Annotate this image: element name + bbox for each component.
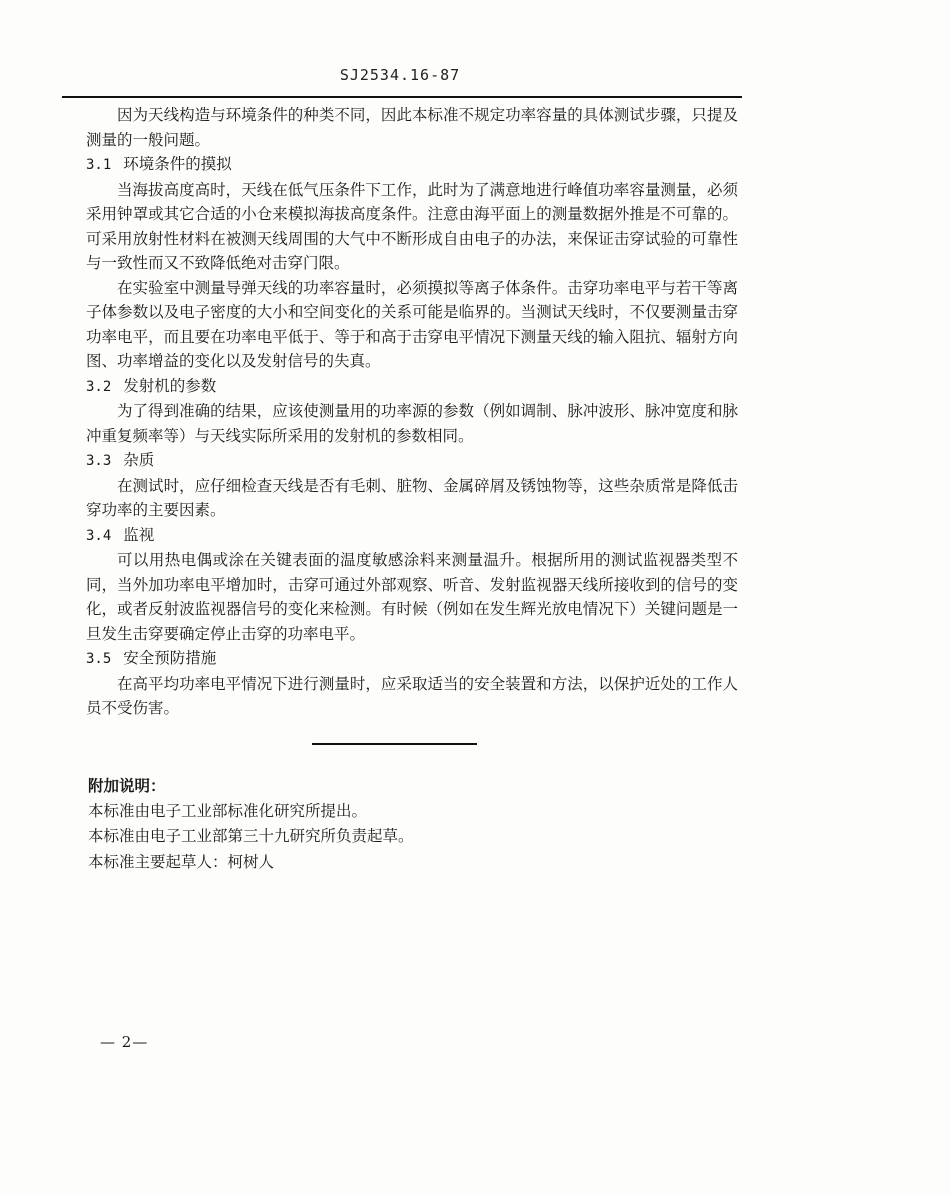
section-heading-3-1 <box>86 152 738 178</box>
section-heading-3-5 <box>86 646 738 672</box>
section-number: 3.3 <box>86 453 112 469</box>
section-3-4-paragraph: 可以用热电偶或涂在关键表面的温度敏感涂料来测量温升。根据所用的测试监视器类型不同，当外加功率电平增加时，击穿可通过外部观察、听音、发射监视器天线所接收到的信号的变化，或者反射波监视器信号的变化来检测。有时候（例如在发生辉光放电情况下）关键问题是一旦发生击穿要确定停止击穿的功率电平。 <box>86 551 738 643</box>
intro-paragraph: 因为天线构造与环境条件的种类不同，因此本标准不规定功率容量的具体测试步骤，只提及测量的一般问题。 <box>86 106 738 149</box>
section-heading-3-2 <box>86 374 738 400</box>
section-number: 3.2 <box>86 378 112 395</box>
section-3-2-paragraph: 为了得到准确的结果，应该使测量用的功率源的参数（例如调制、脉冲波形、脉冲宽度和脉冲重复频率等）与天线实际所采用的发射机的参数相同。 <box>86 402 738 445</box>
end-of-text-rule <box>312 743 477 745</box>
section-number: 3.1 <box>86 157 112 173</box>
section-3-5-paragraph: 在高平均功率电平情况下进行测量时，应采取适当的安全装置和方法，以保护近处的工作人员不受伤害。 <box>86 674 738 717</box>
section-heading-3-3 <box>86 448 738 474</box>
page-number: — 2— <box>100 1033 149 1051</box>
section-number: 3.5 <box>86 651 112 667</box>
additional-notes <box>88 773 688 875</box>
notes-line-proposer: 本标准由电子工业部标准化研究所提出。 <box>88 801 368 820</box>
notes-line-author: 本标准主要起草人：柯树人 <box>88 852 275 871</box>
header-rule <box>62 96 742 98</box>
section-number: 3.4 <box>86 527 112 544</box>
section-title: 监视 <box>123 525 155 544</box>
section-3-1-paragraph-2: 在实验室中测量导弹天线的功率容量时，必须摸拟等离子体条件。击穿功率电平与若干等离子体参数以及电子密度的大小和空间变化的关系可能是临界的。当测试天线时，不仅要测量击穿功率电平，而且要在功率电平低于、等于和高于击穿电平情况下测量天线的输入阻抗、辐射方向图、功率增益的变化以及发射信号的失真。 <box>86 278 738 370</box>
section-3-1-paragraph-1: 当海拔高度高时，天线在低气压条件下工作，此时为了满意地进行峰值功率容量测量，必须采用钟罩或其它合适的小仓来模拟海拔高度条件。注意由海平面上的测量数据外推是不可靠的。可采用放射性材料在被测天线周围的大气中不断形成自由电子的办法，来保证击穿试验的可靠性与一致性而又不致降低绝对击穿门限。 <box>86 180 738 272</box>
section-title: 发射机的参数 <box>123 376 217 395</box>
notes-title: 附加说明： <box>88 776 166 795</box>
section-title: 杂质 <box>123 451 155 469</box>
section-3-3-paragraph: 在测试时，应仔细检查天线是否有毛刺、脏物、金属碎屑及锈蚀物等，这些杂质常是降低击穿功率的主要因素。 <box>86 476 738 519</box>
standard-code-header: SJ2534.16-87 <box>339 66 461 84</box>
notes-line-drafter: 本标准由电子工业部第三十九研究所负责起草。 <box>88 827 414 845</box>
document-body <box>86 103 738 721</box>
section-heading-3-4 <box>86 523 738 549</box>
section-title: 环境条件的摸拟 <box>123 155 232 173</box>
section-title: 安全预防措施 <box>123 649 217 667</box>
